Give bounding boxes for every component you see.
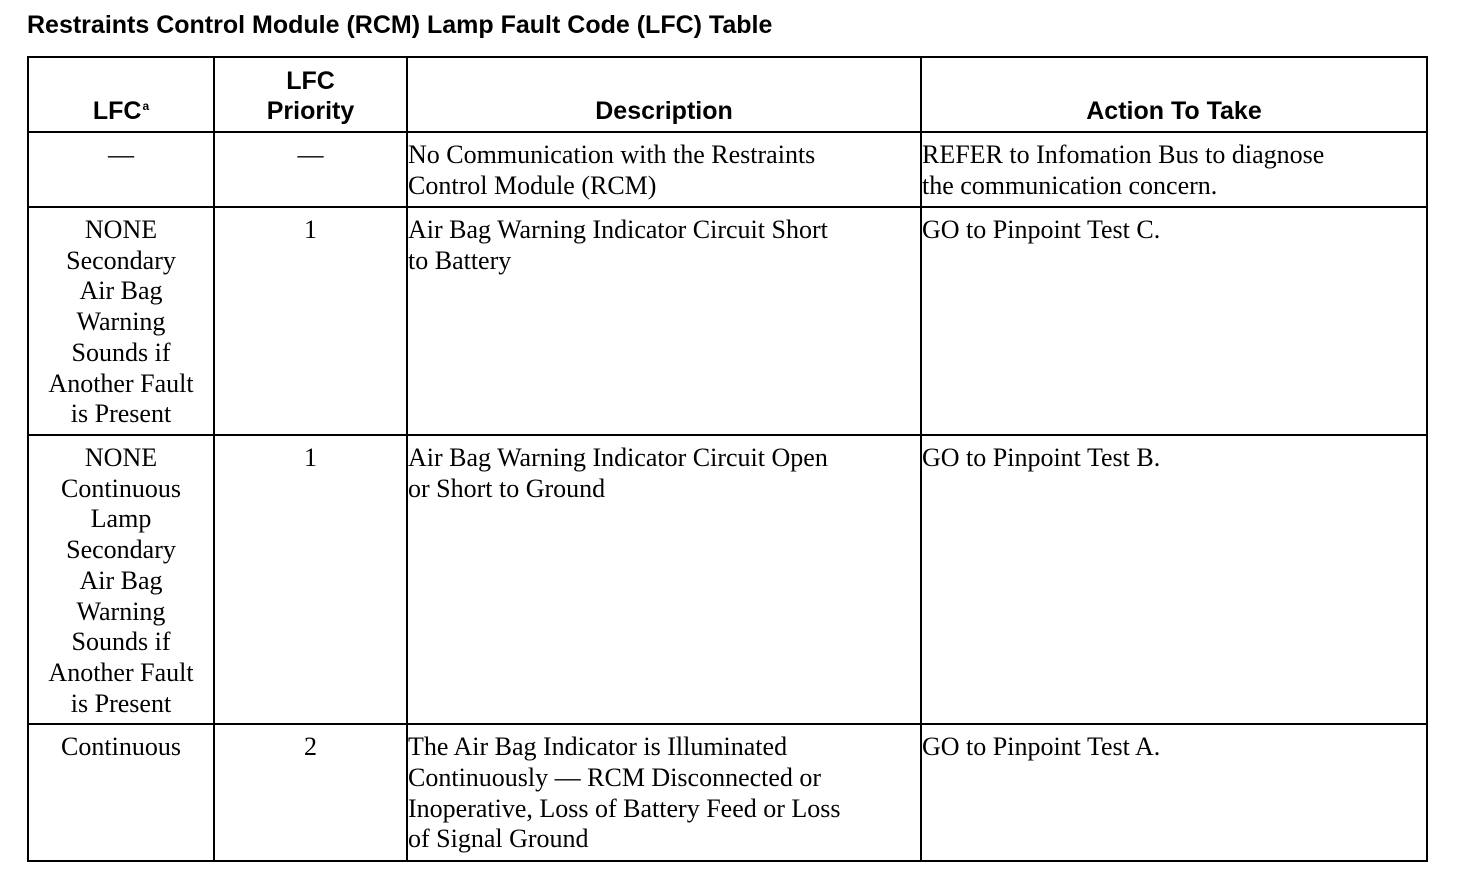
description-cell-line: Air Bag Warning Indicator Circuit Open	[408, 443, 828, 472]
description-cell-line: to Battery	[408, 245, 512, 275]
description-cell-line: No Communication with the Restraints	[408, 140, 816, 169]
action-cell-line: REFER to Infomation Bus to diagnose	[922, 140, 1325, 169]
action-cell-line: GO to Pinpoint Test A.	[922, 732, 1161, 762]
lfc-cell-line: is Present	[70, 399, 172, 429]
priority-cell: 2	[214, 724, 407, 861]
description-cell-line: The Air Bag Indicator is Illuminated	[408, 732, 788, 762]
table-row	[28, 132, 1427, 207]
action-cell	[921, 435, 1427, 724]
description-cell	[407, 435, 921, 724]
lfc-cell-line: Warning	[76, 596, 166, 626]
lfc-cell-line: Secondary	[66, 245, 176, 275]
header-priority-line-1: LFC	[286, 67, 335, 95]
action-cell	[921, 724, 1427, 861]
table-row	[28, 207, 1427, 435]
lfc-cell	[28, 724, 214, 861]
description-cell	[407, 724, 921, 861]
header-lfc-label: LFC	[92, 97, 142, 125]
lfc-cell-line: is Present	[70, 688, 172, 718]
table-row	[28, 724, 1427, 861]
priority-cell: 1	[214, 207, 407, 435]
lfc-cell-line: Secondary	[66, 535, 176, 565]
header-description: Description	[407, 57, 921, 132]
footnote-marker: a	[142, 99, 150, 113]
description-cell-line: or Short to Ground	[408, 473, 606, 503]
lfc-cell-line: Air Bag	[79, 565, 163, 595]
lfc-cell-line: Another Fault	[48, 368, 194, 398]
table-row	[28, 435, 1427, 724]
lamp-fault-code-table	[27, 56, 1428, 862]
lfc-cell-line: Warning	[76, 307, 166, 337]
action-cell	[921, 207, 1427, 435]
lfc-cell-line: Sounds if	[71, 337, 171, 367]
lfc-cell	[28, 435, 214, 724]
action-cell	[921, 132, 1427, 207]
description-cell-line: Air Bag Warning Indicator Circuit Short	[408, 215, 828, 244]
lfc-cell-line: Air Bag	[79, 276, 163, 306]
lfc-cell	[28, 132, 214, 207]
description-cell-line: of Signal Ground	[408, 824, 589, 854]
page-title: Restraints Control Module (RCM) Lamp Fault Code (LFC) Table	[27, 11, 773, 39]
header-priority-line-2: Priority	[266, 97, 355, 125]
lfc-cell-line: —	[108, 140, 134, 169]
action-cell-line: the communication concern.	[922, 170, 1218, 200]
description-cell	[407, 207, 921, 435]
priority-cell: —	[214, 132, 407, 207]
priority-cell: 1	[214, 435, 407, 724]
lfc-cell-line: NONE	[84, 443, 158, 472]
lfc-cell-line: Lamp	[90, 504, 152, 534]
lfc-cell-line: Another Fault	[48, 657, 194, 687]
header-lfc	[28, 57, 214, 132]
lfc-cell-line: Sounds if	[71, 627, 171, 657]
header-lfc-priority	[214, 57, 407, 132]
table-body	[28, 132, 1427, 861]
lfc-cell-line: Continuous	[61, 732, 181, 762]
action-cell-line: GO to Pinpoint Test B.	[922, 443, 1161, 472]
description-cell-line: Continuously — RCM Disconnected or	[408, 763, 822, 793]
description-cell	[407, 132, 921, 207]
description-cell-line: Control Module (RCM)	[408, 170, 657, 200]
table-header-row	[28, 57, 1427, 132]
description-cell-line: Inoperative, Loss of Battery Feed or Loss	[408, 793, 841, 823]
lfc-cell-line: NONE	[84, 215, 158, 244]
lfc-cell-line: Continuous	[61, 473, 181, 503]
header-action: Action To Take	[921, 57, 1427, 132]
action-cell-line: GO to Pinpoint Test C.	[922, 215, 1161, 244]
lfc-cell	[28, 207, 214, 435]
